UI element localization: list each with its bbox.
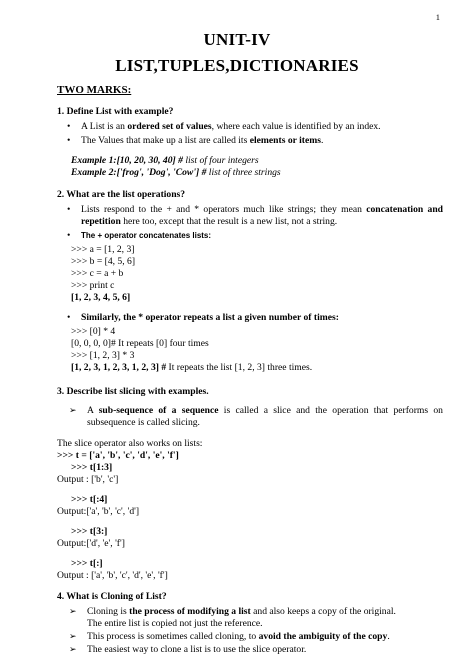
question-4-heading: 4. What is Cloning of List? [57,591,167,602]
code-line: >>> [0] * 4 [71,326,116,337]
list-item: ➢ A sub-sequence of a sequence is called a slice and the operation that performs on subsequence is called slicing. [87,405,443,429]
example-2: Example 2:['frog', 'Dog', 'Cow'] # list of three strings [71,167,281,178]
code-line: >>> c = a + b [71,268,124,279]
list-item: ➢ This process is sometimes called cloning, to avoid the ambiguity of the copy. [87,631,443,643]
question-2-bullets [57,204,443,242]
code-line: >>> t = ['a', 'b', 'c', 'd', 'e', 'f'] [57,450,179,461]
unit-heading: UNIT-IV [203,30,271,49]
list-item: • The Values that make up a list are called its elements or items. [81,135,443,147]
list-item: ➢ Cloning is the process of modifying a list and also keeps a copy of the original. The entire list is copied not just the reference. [87,606,443,630]
content-body [57,84,443,657]
question-3-heading: 3. Describe list slicing with examples. [57,386,209,397]
question-2-bullets-2 [57,312,443,324]
code-output: Output:['a', 'b', 'c', 'd'] [57,506,140,517]
code-output: Output : ['b', 'c'] [57,474,119,485]
list-item: • Similarly, the * operator repeats a list a given number of times: [81,312,443,324]
document-title: LIST,TUPLES,DICTIONARIES [115,56,359,75]
code-line: >>> t[:] [71,558,103,569]
page-number: 1 [435,12,440,22]
code-line: >>> t[:4] [71,494,108,505]
code-line: [1, 2, 3, 1, 2, 3, 1, 2, 3] # It repeats the list [1, 2, 3] three times. [71,362,313,373]
code-output: Output : ['a', 'b', 'c', 'd', 'e', 'f'] [57,570,168,581]
code-line: >>> t[3:] [71,526,108,537]
question-1-bullets [57,121,443,147]
slice-intro: The slice operator also works on lists: [57,438,203,449]
list-item: • Lists respond to the + and * operators much like strings; they mean concatenation and repetition here too, except that the result is a new list, not a string. [81,204,443,228]
code-line: [0, 0, 0, 0]# It repeats [0] four times [71,338,209,349]
question-1-heading: 1. Define List with example? [57,106,174,117]
code-line: >>> a = [1, 2, 3] [71,244,135,255]
code-result: [1, 2, 3, 4, 5, 6] [71,292,131,303]
question-4-points [57,606,443,656]
code-line: >>> b = [4, 5, 6] [71,256,136,267]
code-line: >>> [1, 2, 3] * 3 [71,350,135,361]
code-output: Output:['d', 'e', 'f'] [57,538,125,549]
section-heading: TWO MARKS: [57,84,132,96]
question-2-heading: 2. What are the list operations? [57,189,186,200]
example-1: Example 1:[10, 20, 30, 40] # list of four integers [71,155,259,166]
list-item: ➢ The easiest way to clone a list is to use the slice operator. [87,644,443,656]
code-line: >>> t[1:3] [71,462,113,473]
question-3-points [57,405,443,429]
code-block-concat [71,244,443,304]
list-item: • A List is an ordered set of values, where each value is identified by an index. [81,121,443,133]
code-line: >>> print c [71,280,115,291]
code-block-repeat [71,326,443,374]
list-item: • The + operator concatenates lists: [81,230,443,242]
